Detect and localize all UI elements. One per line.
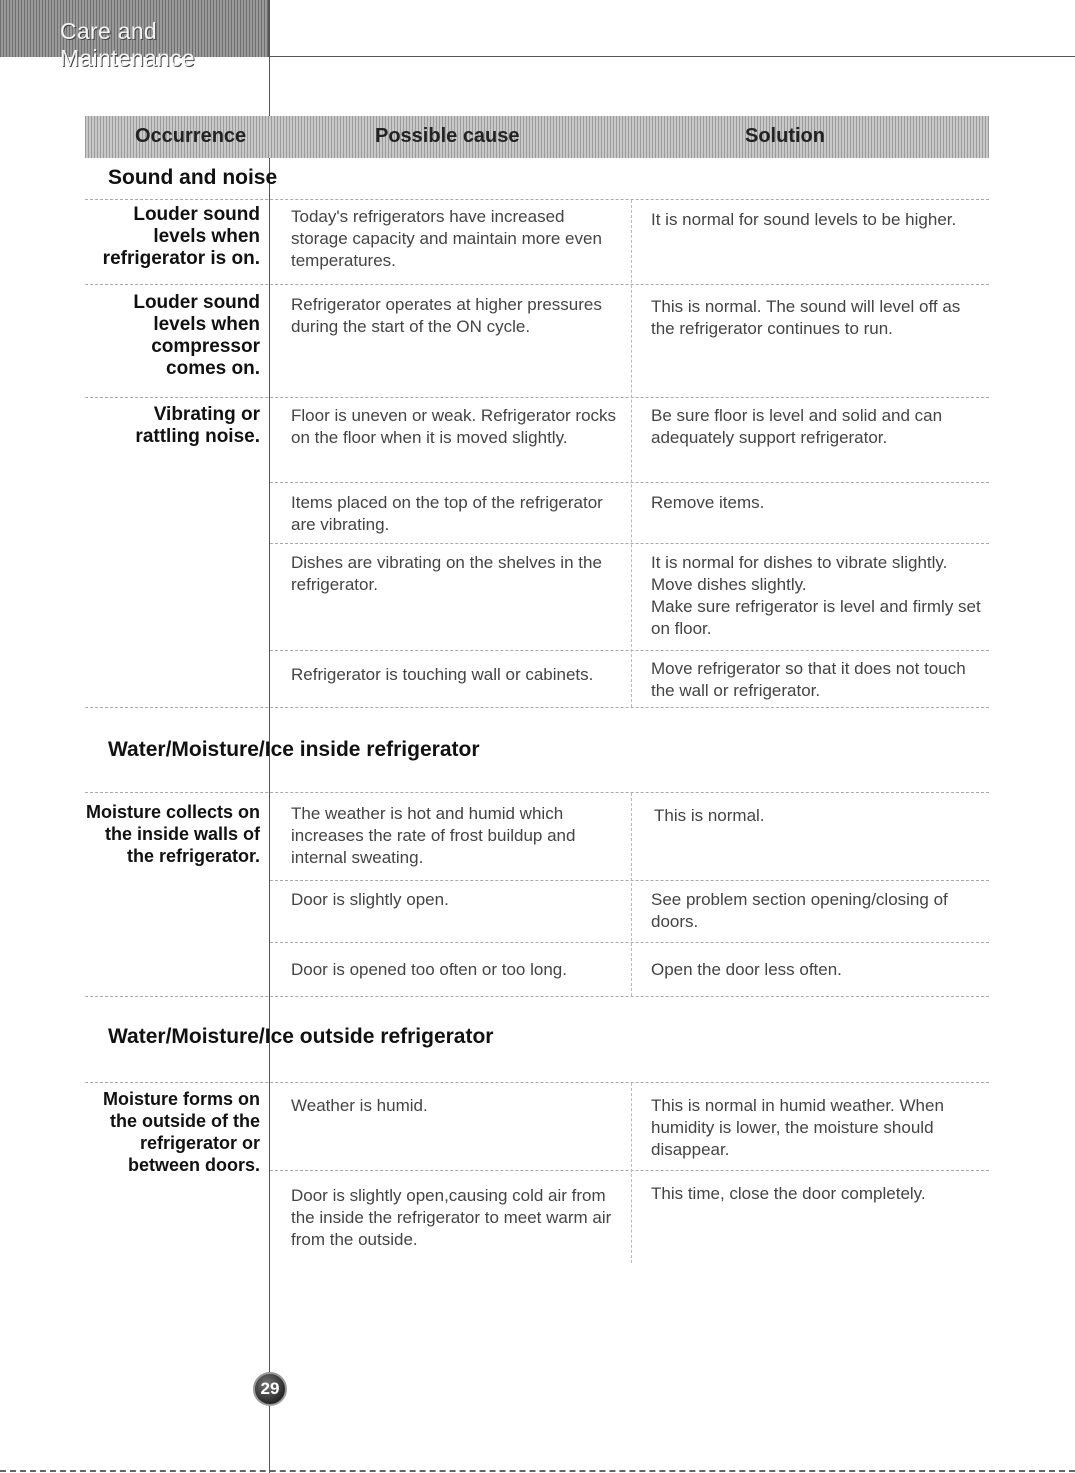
solution-inside-normal: This is normal. [654,806,765,825]
column-occurrence: Occurrence [135,125,247,147]
row-divider [270,942,989,943]
row-divider [85,397,989,398]
cause-higher-pressures: Refrigerator operates at higher pressures during the start of the ON cycle. [291,295,602,336]
row-divider [270,482,989,483]
column-solution: Solution [745,125,825,147]
occurrence-louder-on: Louder sound levels when refrigerator is on. [102,204,260,269]
row-divider [85,1082,989,1083]
cause-items-on-top: Items placed on the top of the refrigerator are vibrating. [291,493,603,534]
cause-touching-wall: Refrigerator is touching wall or cabinets. [291,665,594,684]
page-number-badge: 29 [253,1372,287,1406]
cause-door-open: Door is slightly open. [291,890,449,909]
row-divider [270,1170,989,1171]
solution-see-problem: See problem section opening/closing of doors. [651,890,948,931]
bottom-rule [0,1470,1075,1472]
column-divider [631,793,632,996]
cause-weather-humid: Weather is humid. [291,1096,428,1115]
solution-humid-normal: This is normal in humid weather. When humidity is lower, the moisture should disappear. [651,1096,944,1159]
vertical-rule [269,57,270,1473]
header-rule [270,56,1075,57]
row-divider [270,543,989,544]
section-header-tab [0,0,270,71]
row-divider [270,650,989,651]
occurrence-moisture-outside: Moisture forms on the outside of the refrigerator or between doors. [102,1089,260,1175]
row-divider [85,707,989,708]
row-divider [270,880,989,881]
column-header-bar [85,116,989,158]
occurrence-louder-compressor: Louder sound levels when compressor comes on. [133,292,260,379]
cause-door-often: Door is opened too often or too long. [291,960,567,979]
cause-dishes-vibrating: Dishes are vibrating on the shelves in the refrigerator. [291,553,602,594]
column-possible-cause: Possible cause [375,125,520,147]
solution-close-door: This time, close the door completely. [651,1184,926,1203]
section-header-title: Care and Maintenance [60,18,195,71]
solution-less-often: Open the door less often. [651,960,842,979]
solution-remove-items: Remove items. [651,493,765,512]
section-title-outside: Water/Moisture/Ice outside refrigerator [108,1025,494,1048]
column-divider [631,200,632,707]
solution-level-firmly: Make sure refrigerator is level and firmly set on floor. [651,597,981,638]
cause-increased-capacity: Today's refrigerators have increased storage capacity and maintain more even temperatures. [291,207,602,270]
row-divider [85,792,989,793]
row-divider [85,199,989,200]
section-title-sound: Sound and noise [108,166,278,189]
row-divider [85,996,989,997]
column-divider [631,1083,632,1263]
solution-move-refrigerator: Move refrigerator so that it does not touch the wall or refrigerator. [651,659,966,700]
solution-dishes-normal: It is normal for dishes to vibrate slightly. Move dishes slightly. [651,553,948,594]
occurrence-moisture-inside: Moisture collects on the inside walls of the refrigerator. [85,802,260,866]
solution-normal-higher: It is normal for sound levels to be higher. [651,210,957,229]
solution-floor-level: Be sure floor is level and solid and can adequately support refrigerator. [651,406,943,447]
occurrence-vibrating: Vibrating or rattling noise. [135,404,260,447]
solution-level-off: This is normal. The sound will level off as the refrigerator continues to run. [651,297,961,338]
row-divider [85,284,989,285]
cause-hot-humid: The weather is hot and humid which increases the rate of frost buildup and internal sweating. [291,804,576,867]
section-title-inside: Water/Moisture/Ice inside refrigerator [108,738,480,761]
cause-cold-air: Door is slightly open,causing cold air from the inside the refrigerator to meet warm air from the outside. [291,1186,612,1249]
cause-floor-uneven: Floor is uneven or weak. Refrigerator rocks on the floor when it is moved slightly. [291,406,617,447]
